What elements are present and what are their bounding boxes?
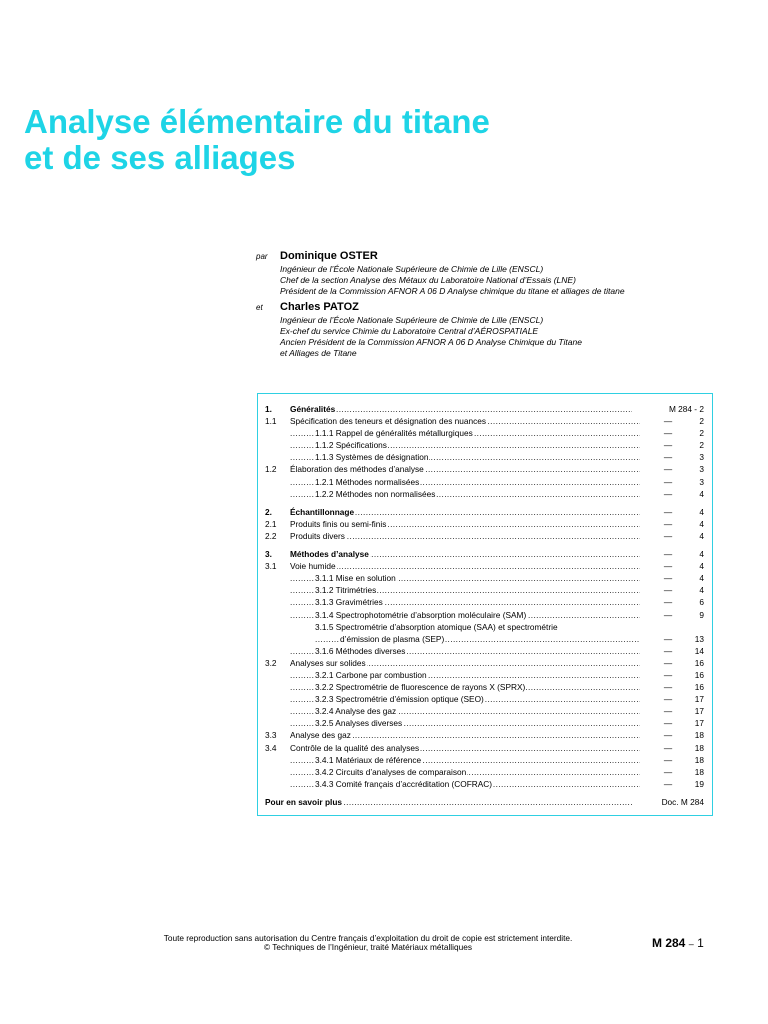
document-code: M 284 xyxy=(652,936,686,950)
toc-page: 3 xyxy=(699,464,704,475)
toc-label: Échantillonnage xyxy=(290,506,355,517)
author-prefix: par xyxy=(256,252,268,261)
toc-entry[interactable] xyxy=(265,681,704,693)
toc-entry-more[interactable] xyxy=(265,796,704,808)
toc-entry[interactable] xyxy=(265,560,704,572)
toc-number: 2.2 xyxy=(265,530,277,541)
toc-entry[interactable] xyxy=(265,506,704,518)
toc-label: 1.1.3 Systèmes de désignation xyxy=(315,452,429,463)
toc-entry[interactable] xyxy=(265,572,704,584)
toc-entry[interactable] xyxy=(265,451,704,463)
toc-entry[interactable] xyxy=(265,717,704,729)
toc-page: 4 xyxy=(699,585,704,596)
toc-dash: — xyxy=(663,506,673,517)
author-affiliation: Ingénieur de l’École Nationale Supérieure de Chimie de Lille (ENSCL) xyxy=(280,315,544,325)
toc-entry[interactable] xyxy=(265,427,704,439)
toc-label: 3.1.2 Titrimétries xyxy=(315,585,377,596)
toc-label: Généralités xyxy=(290,404,336,414)
toc-number: 3. xyxy=(265,549,272,560)
title-line-2: et de ses alliages xyxy=(24,139,296,176)
toc-dash: — xyxy=(663,778,673,789)
toc-dash: — xyxy=(663,609,673,620)
toc-entry[interactable] xyxy=(265,530,704,542)
author-affiliation: Chef de la section Analyse des Métaux du Laboratoire National d’Essais (LNE) xyxy=(280,275,576,285)
toc-dash: — xyxy=(663,464,673,475)
toc-label: 3.4.3 Comité français d’accréditation (COFRAC) xyxy=(315,778,493,789)
toc-number: 1. xyxy=(265,404,272,414)
toc-page: Doc. M 284 xyxy=(661,796,704,807)
toc-dash: — xyxy=(663,694,673,705)
toc-label: 1.2.1 Méthodes normalisées xyxy=(315,476,420,487)
toc-page: 9 xyxy=(699,609,704,620)
toc-number: 3.1 xyxy=(265,561,277,572)
toc-label: Pour en savoir plus xyxy=(265,796,342,807)
toc-page: 19 xyxy=(694,778,704,789)
toc-dash: — xyxy=(663,682,673,693)
page-index: 1 xyxy=(697,936,704,950)
toc-entry[interactable] xyxy=(265,669,704,681)
author-affiliation: Ex-chef du service Chimie du Laboratoire Central d’AÉROSPATIALE xyxy=(280,326,539,336)
author-affiliation: Président de la Commission AFNOR A 06 D Analyse chimique du titane et alliages de titane xyxy=(280,286,625,296)
toc-label: Voie humide xyxy=(290,561,336,572)
toc-number: 3.3 xyxy=(265,730,277,741)
toc-number: 1.1 xyxy=(265,416,277,427)
toc-entry[interactable] xyxy=(265,596,704,608)
toc-page: 3 xyxy=(699,476,704,487)
toc-page: 2 xyxy=(699,416,704,427)
toc-dash: — xyxy=(663,452,673,463)
toc-label: 1.1.1 Rappel de généralités métallurgiques xyxy=(315,428,473,439)
toc-label: d’émission de plasma (SEP) xyxy=(340,633,445,644)
toc-page: 18 xyxy=(694,742,704,753)
toc-entry[interactable] xyxy=(265,476,704,488)
toc-label: 3.2.2 Spectrométrie de fluorescence de rayons X (SPRX) xyxy=(315,682,526,693)
toc-number: 3.4 xyxy=(265,742,277,753)
toc-page: 4 xyxy=(699,573,704,584)
toc-entry[interactable] xyxy=(265,609,704,621)
toc-number: 2. xyxy=(265,506,272,517)
toc-label: Produits divers xyxy=(290,530,345,541)
toc-dash: — xyxy=(663,518,673,529)
toc-entry[interactable] xyxy=(265,754,704,766)
toc-dash: — xyxy=(663,766,673,777)
toc-page: 4 xyxy=(699,506,704,517)
toc-number: 3.2 xyxy=(265,657,277,668)
author-prefix: et xyxy=(256,303,263,312)
toc-dash: — xyxy=(663,706,673,717)
toc-page: 16 xyxy=(694,657,704,668)
toc-entry[interactable] xyxy=(265,621,704,645)
author-name: Charles PATOZ xyxy=(280,301,359,313)
toc-page: 4 xyxy=(699,549,704,560)
toc-page: 4 xyxy=(699,561,704,572)
toc-dash: — xyxy=(663,573,673,584)
toc-entry[interactable] xyxy=(265,729,704,741)
toc-entry[interactable] xyxy=(265,657,704,669)
toc-label: Élaboration des méthodes d’analyse xyxy=(290,464,424,475)
author-name: Dominique OSTER xyxy=(280,250,378,262)
toc-page: 4 xyxy=(699,488,704,499)
toc-entry[interactable] xyxy=(265,488,704,500)
toc-label: 3.2.3 Spectrométrie d’émission optique (SEO) xyxy=(315,694,484,705)
copyright-footer xyxy=(118,934,618,952)
toc-dash: — xyxy=(663,645,673,656)
toc-entry[interactable] xyxy=(265,439,704,451)
toc-page: 2 xyxy=(699,440,704,451)
toc-dash: — xyxy=(663,669,673,680)
toc-dash: — xyxy=(663,597,673,608)
toc-entry[interactable] xyxy=(265,705,704,717)
toc-entry[interactable] xyxy=(265,766,704,778)
toc-dash: — xyxy=(663,488,673,499)
toc-entry[interactable] xyxy=(265,693,704,705)
toc-dash: — xyxy=(663,476,673,487)
toc-entry[interactable] xyxy=(265,548,704,560)
toc-label: 1.1.2 Spécifications xyxy=(315,440,387,451)
toc-entry[interactable] xyxy=(265,463,704,475)
toc-dash: — xyxy=(663,718,673,729)
toc-label: Analyse des gaz xyxy=(290,730,351,741)
toc-label: 3.2.5 Analyses diverses xyxy=(315,718,403,729)
toc-dash: — xyxy=(663,754,673,765)
author-affiliation: Ingénieur de l’École Nationale Supérieure de Chimie de Lille (ENSCL) xyxy=(280,264,544,274)
table-of-contents xyxy=(257,393,713,816)
toc-entry[interactable] xyxy=(265,742,704,754)
toc-page: 16 xyxy=(694,669,704,680)
toc-entry[interactable] xyxy=(265,518,704,530)
toc-dash: — xyxy=(663,585,673,596)
toc-page: 16 xyxy=(694,682,704,693)
author-1 xyxy=(256,250,736,297)
toc-number: 1.2 xyxy=(265,464,277,475)
toc-dash: — xyxy=(663,428,673,439)
toc-entry[interactable] xyxy=(265,584,704,596)
toc-number: 2.1 xyxy=(265,518,277,529)
toc-label: 3.1.1 Mise en solution xyxy=(315,573,396,584)
toc-dash: — xyxy=(663,742,673,753)
article-title xyxy=(24,104,744,176)
toc-dash: — xyxy=(663,561,673,572)
toc-page: 18 xyxy=(694,730,704,741)
toc-label: 3.2.4 Analyse des gaz xyxy=(315,706,397,717)
authors-block xyxy=(256,250,736,363)
author-affiliation: et Alliages de Titane xyxy=(280,348,357,358)
toc-page: M 284 - 2 xyxy=(668,404,704,414)
toc-label: 3.1.4 Spectrophotométrie d’absorption moléculaire (SAM) xyxy=(315,609,527,620)
toc-page: 17 xyxy=(694,706,704,717)
toc-page: 14 xyxy=(694,645,704,656)
toc-dash: — xyxy=(663,549,673,560)
toc-page: 4 xyxy=(699,530,704,541)
toc-page: 18 xyxy=(694,754,704,765)
author-2 xyxy=(256,301,736,359)
toc-dash: — xyxy=(663,657,673,668)
toc-label: Contrôle de la qualité des analyses xyxy=(290,742,420,753)
toc-page: 18 xyxy=(694,766,704,777)
toc-entry[interactable] xyxy=(265,645,704,657)
toc-entry[interactable] xyxy=(265,778,704,790)
toc-page: 17 xyxy=(694,718,704,729)
toc-label: Produits finis ou semi-finis xyxy=(290,518,387,529)
toc-label: Analyses sur solides xyxy=(290,657,366,668)
toc-page: 4 xyxy=(699,518,704,529)
toc-label: 3.1.3 Gravimétries xyxy=(315,597,383,608)
toc-page: 13 xyxy=(694,633,704,644)
toc-entry[interactable] xyxy=(265,415,704,427)
copyright-line: Toute reproduction sans autorisation du Centre français d’exploitation du droit de copie est strictement interdite. xyxy=(163,933,573,943)
toc-dash: — xyxy=(663,440,673,451)
toc-label: 3.4.1 Matériaux de référence xyxy=(315,754,422,765)
toc-label: 3.1.5 Spectrométrie d’absorption atomique (SAA) et spectrométrie xyxy=(315,621,558,632)
toc-page: 3 xyxy=(699,452,704,463)
copyright-line: © Techniques de l’Ingénieur, traité Matériaux métalliques xyxy=(264,942,472,952)
toc-dash: — xyxy=(663,530,673,541)
toc-label: 3.4.2 Circuits d’analyses de comparaison xyxy=(315,766,467,777)
toc-label: 1.2.2 Méthodes non normalisées xyxy=(315,488,436,499)
title-line-1: Analyse élémentaire du titane xyxy=(24,103,490,140)
toc-entry[interactable] xyxy=(265,403,704,415)
toc-label: 3.2.1 Carbone par combustion xyxy=(315,669,427,680)
toc-label: Méthodes d’analyse xyxy=(290,549,369,560)
toc-dash: — xyxy=(663,730,673,741)
toc-dash: — xyxy=(663,416,673,427)
toc-dash: — xyxy=(663,633,673,644)
toc-label: 3.1.6 Méthodes diverses xyxy=(315,645,406,656)
page-number: M 284 – 1 xyxy=(652,936,704,950)
toc-label: Spécification des teneurs et désignation des nuances xyxy=(290,416,487,427)
toc-page: 2 xyxy=(699,428,704,439)
author-affiliation: Ancien Président de la Commission AFNOR A 06 D Analyse Chimique du Titane xyxy=(280,337,582,347)
toc-page: 17 xyxy=(694,694,704,705)
toc-page: 6 xyxy=(699,597,704,608)
